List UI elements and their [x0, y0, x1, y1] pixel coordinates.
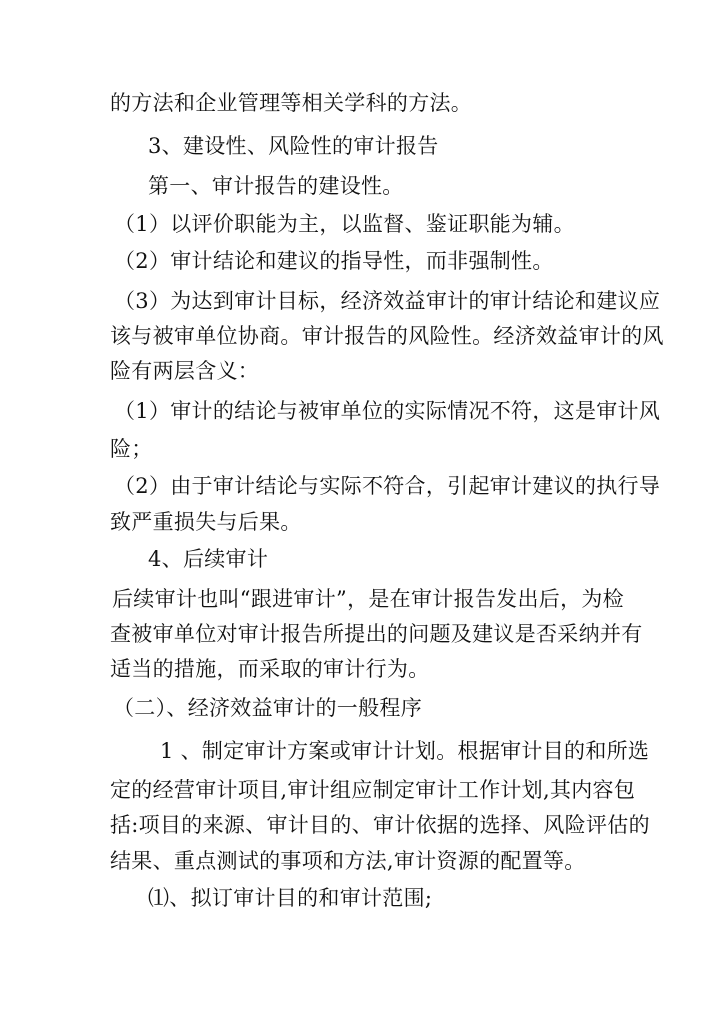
text-line-1: 的方法和企业管理等相关学科的方法。 [110, 91, 473, 115]
text-line-12: 致严重损失与后果。 [110, 510, 302, 534]
text-line-7: 该与被审单位协商。审计报告的风险性。经济效益审计的风 [110, 324, 664, 348]
text-line-16: 适当的措施，而采取的审计行为。 [110, 657, 430, 681]
section-heading-ii: （二）、经济效益审计的一般程序 [113, 696, 422, 720]
text-line-19: 定的经营审计项目,审计组应制定审计工作计划,其内容包 [110, 778, 636, 802]
text-line-20: 括:项目的来源、审计目的、审计依据的选择、风险评估的 [110, 813, 650, 837]
text-line-11: （2）由于审计结论与实际不符合，引起审计建议的执行导 [114, 474, 661, 498]
section-heading-4: 4、后续审计 [148, 547, 269, 571]
text-line-4: （1）以评价职能为主，以监督、鉴证职能为辅。 [114, 212, 575, 236]
text-line-21: 结果、重点测试的事项和方法,审计资源的配置等。 [110, 849, 586, 873]
text-line-18: 1 、制定审计方案或审计计划。根据审计目的和所选 [160, 739, 650, 763]
section-heading-3: 3、建设性、风险性的审计报告 [148, 134, 439, 158]
text-line-6: （3）为达到审计目标，经济效益审计的审计结论和建议应 [114, 289, 661, 313]
text-line-8: 险有两层含义： [110, 359, 260, 383]
text-line-9: （1）审计的结论与被审单位的实际情况不符，这是审计风 [114, 399, 661, 423]
text-line-10: 险； [110, 437, 153, 461]
subheading-first: 第一、审计报告的建设性。 [148, 174, 404, 198]
text-line-5: （2）审计结论和建议的指导性，而非强制性。 [114, 249, 554, 273]
text-line-14: 后续审计也叫“跟进审计”，是在审计报告发出后，为检 [112, 587, 624, 611]
text-line-22: ⑴、拟订审计目的和审计范围; [148, 886, 433, 910]
text-line-15: 查被审单位对审计报告所提出的问题及建议是否采纳并有 [110, 622, 643, 646]
